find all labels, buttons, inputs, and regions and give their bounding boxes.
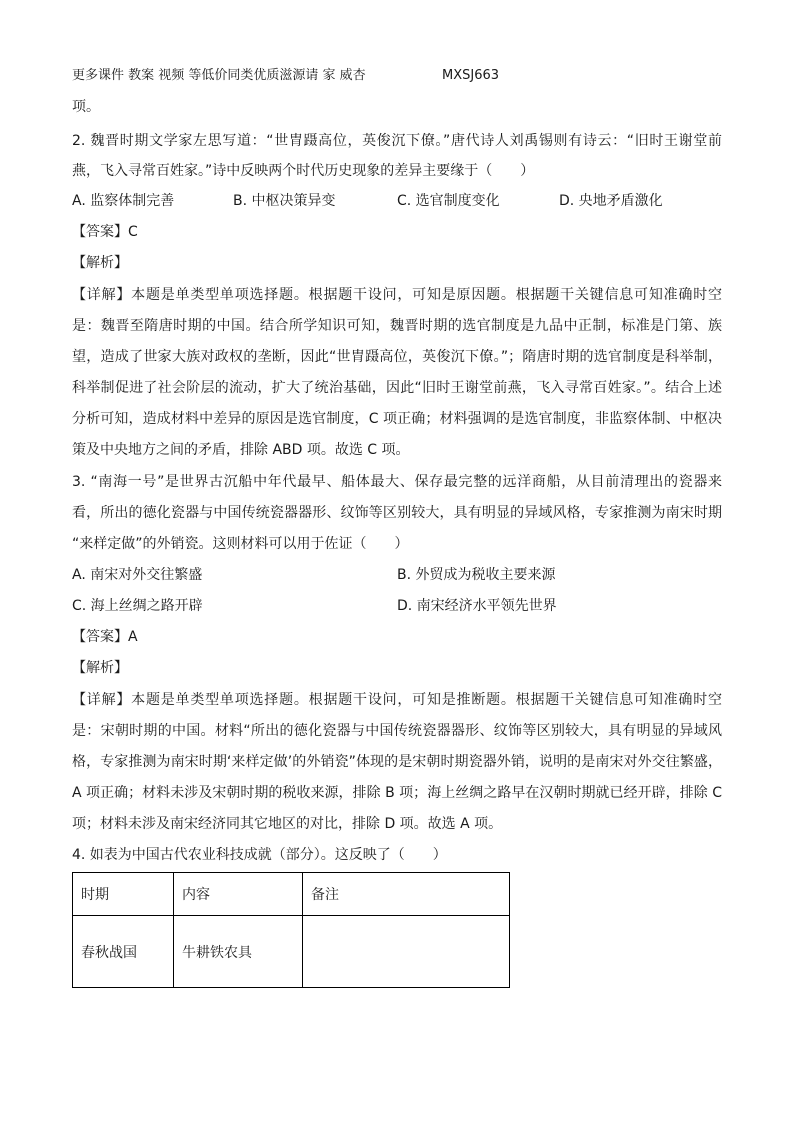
q2-stem-line-1: 2. 魏晋时期文学家左思写道：“世胄蹑高位，英俊沉下僚。”唐代诗人刘禹锡则有诗云：“旧时王谢堂前 (72, 133, 722, 149)
q2-detail-line-5: 分析可知，造成材料中差异的原因是选官制度，C 项正确；材料强调的是选官制度，非监察体制、中枢决 (72, 411, 722, 427)
table-cell: 春秋战国 (73, 916, 174, 988)
q4-stem: 4. 如表为中国古代农业科技成就（部分）。这反映了（ ） (72, 847, 447, 863)
q2-option-b: B. 中枢决策异变 (233, 193, 336, 209)
q3-option-c: C. 海上丝绸之路开辟 (72, 598, 203, 614)
q2-answer: 【答案】C (72, 224, 138, 240)
q4-table (72, 872, 510, 988)
q3-answer: 【答案】A (72, 629, 138, 645)
table-cell: 牛耕铁农具 (174, 916, 303, 988)
q3-option-d: D. 南宋经济水平领先世界 (397, 598, 557, 614)
q2-detail-line-3: 望，造成了世家大族对政权的垄断，因此“世胄蹑高位，英俊沉下僚。”；隋唐时期的选官制度是科举制， (72, 349, 722, 365)
table-header-row (73, 873, 510, 916)
q3-stem-line-2: 看，所出的德化瓷器与中国传统瓷器器形、纹饰等区别较大，具有明显的异域风格，专家推测为南宋时期 (72, 505, 722, 521)
q3-detail-line-4: A 项正确；材料未涉及宋朝时期的税收来源，排除 B 项；海上丝绸之路早在汉朝时期就已经开辟，排除 C (72, 785, 722, 801)
header-code: MXSJ663 (442, 68, 500, 83)
q2-detail-line-4: 科举制促进了社会阶层的流动，扩大了统治基础，因此“旧时王谢堂前燕，飞入寻常百姓家。”。结合上述 (72, 380, 722, 396)
table-row (73, 916, 510, 988)
q3-detail-line-1: 【详解】本题是单类型单项选择题。根据题干设问，可知是推断题。根据题干关键信息可知准确时空 (72, 692, 722, 708)
q3-analysis-label: 【解析】 (72, 660, 128, 676)
q2-option-d: D. 央地矛盾激化 (559, 193, 663, 209)
q3-option-b: B. 外贸成为税收主要来源 (397, 567, 556, 583)
q2-analysis-label: 【解析】 (72, 255, 128, 271)
q3-stem-line-1: 3. “南海一号”是世界古沉船中年代最早、船体最大、保存最完整的远洋商船，从目前清理出的瓷器来 (72, 474, 722, 490)
q2-option-c: C. 选官制度变化 (397, 193, 500, 209)
q3-option-a: A. 南宋对外交往繁盛 (72, 567, 203, 583)
table-header-cell: 备注 (303, 873, 510, 916)
q3-detail-line-5: 项；材料未涉及南宋经济同其它地区的对比，排除 D 项。故选 A 项。 (72, 816, 503, 832)
table-cell (303, 916, 510, 988)
q3-stem-line-3: “来样定做”的外销瓷。这则材料可以用于佐证（ ） (72, 536, 409, 552)
previous-question-tail: 项。 (72, 99, 100, 115)
q3-detail-line-2: 是：宋朝时期的中国。材料“所出的德化瓷器与中国传统瓷器器形、纹饰等区别较大，具有明显的异域风 (72, 723, 722, 739)
q2-option-a: A. 监察体制完善 (72, 193, 175, 209)
q2-detail-line-2: 是：魏晋至隋唐时期的中国。结合所学知识可知，魏晋时期的选官制度是九品中正制，标准是门第、族 (72, 318, 722, 334)
q2-detail-line-1: 【详解】本题是单类型单项选择题。根据题干设问，可知是原因题。根据题干关键信息可知准确时空 (72, 287, 722, 303)
table-header-cell: 内容 (174, 873, 303, 916)
header-text: 更多课件 教案 视频 等低价同类优质滋源请 家 威杏 (72, 68, 366, 83)
q3-detail-line-3: 格，专家推测为南宋时期‘来样定做’的外销瓷”体现的是宋朝时期瓷器外销，说明的是南宋对外交往繁盛， (72, 754, 722, 770)
q2-detail-line-6: 策及中央地方之间的矛盾，排除 ABD 项。故选 C 项。 (72, 442, 410, 458)
header-watermark (72, 66, 500, 86)
q2-stem-line-2: 燕，飞入寻常百姓家。”诗中反映两个时代历史现象的差异主要缘于（ ） (72, 163, 535, 179)
table-header-cell: 时期 (73, 873, 174, 916)
